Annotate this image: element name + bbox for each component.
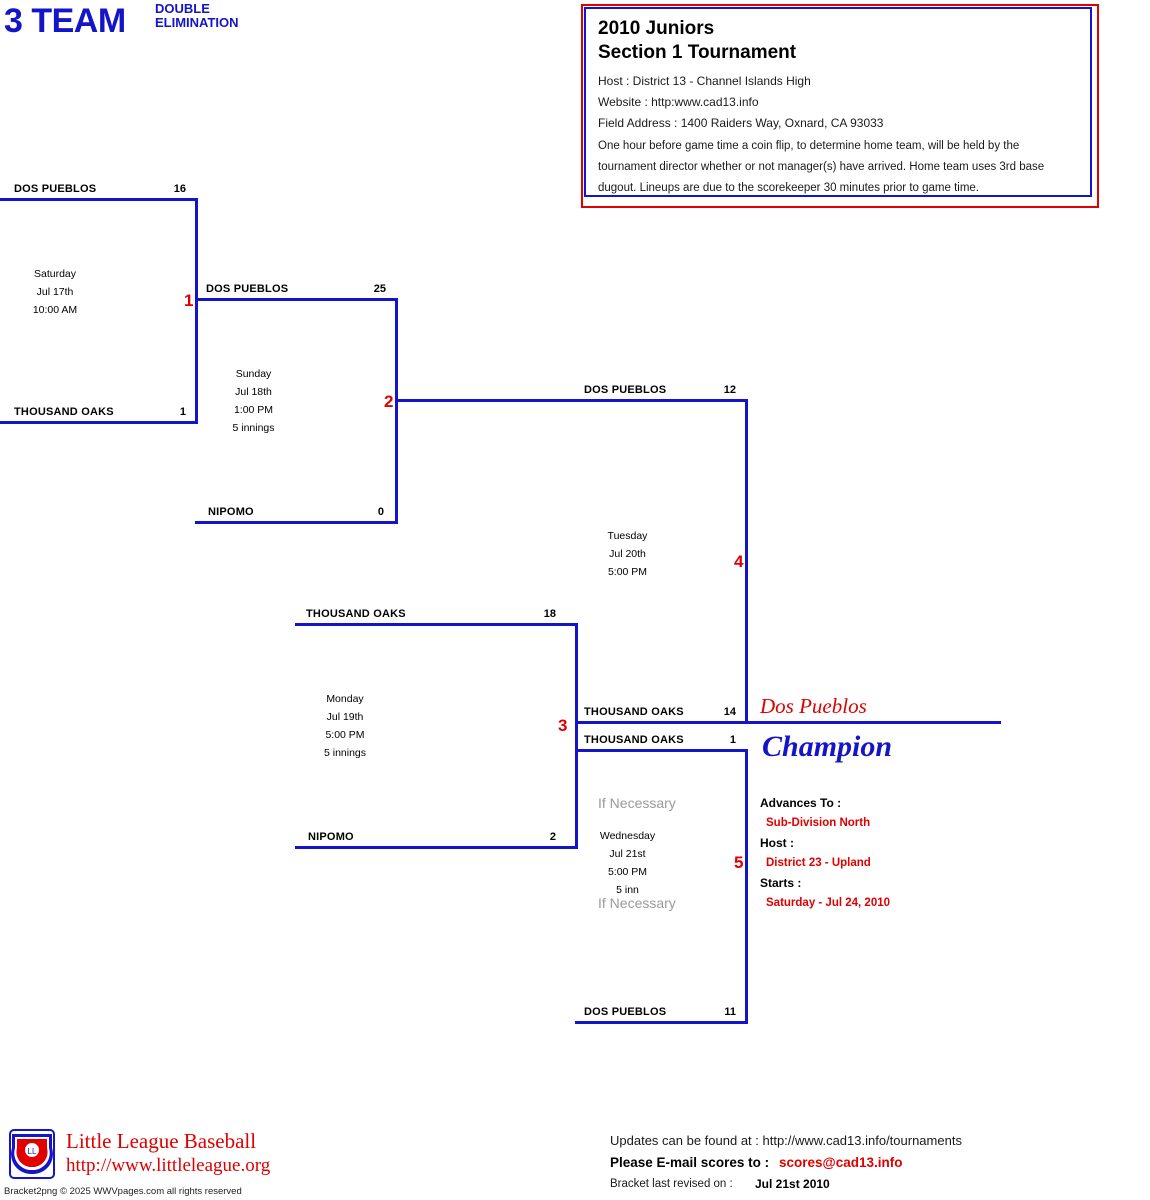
advances-starts-value: Saturday - Jul 24, 2010 xyxy=(766,897,891,909)
game4-day: Tuesday xyxy=(607,530,648,542)
game5-top-line xyxy=(575,749,748,752)
game5-top-team: THOUSAND OAKS xyxy=(584,734,684,746)
champion-team-name: Dos Pueblos xyxy=(760,694,867,718)
game1-bottom-line xyxy=(0,421,198,424)
game2-top-team: DOS PUEBLOS xyxy=(206,283,289,295)
game4-number: 4 xyxy=(734,552,744,571)
game2-bottom-score: 0 xyxy=(377,506,384,518)
elimination-line-1: DOUBLE xyxy=(155,1,210,16)
game3-innings: 5 innings xyxy=(323,747,367,759)
game3-bottom-score: 2 xyxy=(549,831,556,843)
advances-host-value: District 23 - Upland xyxy=(766,857,871,869)
game1-bottom-team: THOUSAND OAKS xyxy=(14,406,114,418)
game3-top-score: 18 xyxy=(543,608,556,620)
game2-time: 1:00 PM xyxy=(233,404,274,416)
game5-schedule xyxy=(580,827,675,899)
game2-bottom-line xyxy=(195,521,398,524)
game5-top-score: 1 xyxy=(729,734,736,746)
email-scores-address[interactable]: scores@cad13.info xyxy=(779,1155,903,1170)
little-league-logo-icon xyxy=(8,1128,56,1180)
game1-number: 1 xyxy=(184,291,194,310)
game4-time: 5:00 PM xyxy=(607,566,648,578)
game3-top-line xyxy=(295,623,578,626)
game4-top-line xyxy=(395,399,748,402)
game3-day: Monday xyxy=(326,693,364,705)
game5-date: Jul 21st xyxy=(609,848,646,860)
game1-day: Saturday xyxy=(33,268,77,280)
svg-text:LL: LL xyxy=(27,1147,37,1156)
tournament-name: Section 1 Tournament xyxy=(598,42,797,63)
game1-bottom-score: 1 xyxy=(179,406,186,418)
game1-schedule xyxy=(0,265,110,319)
tournament-field-address: Field Address : 1400 Raiders Way, Oxnard, CA 93033 xyxy=(598,116,884,130)
game5-innings: 5 inn xyxy=(616,884,639,896)
email-scores-label: Please E-mail scores to : xyxy=(610,1155,770,1170)
tournament-year-division: 2010 Juniors xyxy=(598,18,715,39)
game2-connector xyxy=(395,298,398,524)
little-league-name: Little League Baseball xyxy=(66,1129,257,1153)
game3-top-team: THOUSAND OAKS xyxy=(306,608,406,620)
game3-date: Jul 19th xyxy=(326,711,364,723)
game5-day: Wednesday xyxy=(599,830,656,842)
game1-time: 10:00 AM xyxy=(32,304,78,316)
game2-bottom-team: NIPOMO xyxy=(208,506,254,518)
tournament-website: Website : http:www.cad13.info xyxy=(598,95,759,109)
game3-number: 3 xyxy=(558,716,568,735)
advances-to-value: Sub-Division North xyxy=(766,817,871,829)
copyright-text: Bracket2png © 2025 WWVpages.com all rights reserved xyxy=(4,1186,242,1197)
game4-date: Jul 20th xyxy=(609,548,646,560)
game4-connector xyxy=(745,399,748,724)
game4-top-team: DOS PUEBLOS xyxy=(584,384,667,396)
game1-date: Jul 17th xyxy=(36,286,74,298)
game3-bottom-team: NIPOMO xyxy=(308,831,354,843)
advances-starts-label: Starts : xyxy=(760,876,802,890)
champion-label: Champion xyxy=(762,730,893,763)
game5-time: 5:00 PM xyxy=(607,866,648,878)
game2-date: Jul 18th xyxy=(235,386,272,398)
little-league-url[interactable]: http://www.littleleague.org xyxy=(66,1155,271,1176)
game2-innings: 5 innings xyxy=(232,422,275,434)
advances-to-label: Advances To : xyxy=(760,796,842,810)
game5-if-necessary-below: If Necessary xyxy=(598,895,676,911)
tournament-note: One hour before game time a coin flip, to determine home team, will be held by the tournament director whether or not manager(s) have arrived. Home team uses 3rd base dugout. Lineups are due to the scorekeeper 30 minutes prior to game time. xyxy=(598,140,1045,194)
tournament-info-box xyxy=(584,7,1092,197)
game1-top-line xyxy=(0,198,198,201)
game1-top-team: DOS PUEBLOS xyxy=(14,183,97,195)
game4-schedule xyxy=(570,527,685,581)
revised-value: Jul 21st 2010 xyxy=(755,1177,830,1191)
game5-bottom-team: DOS PUEBLOS xyxy=(584,1006,667,1018)
tournament-host: Host : District 13 - Channel Islands High xyxy=(598,74,811,88)
champion-line xyxy=(745,721,1001,724)
advances-host-label: Host : xyxy=(760,836,794,850)
revised-label: Bracket last revised on : xyxy=(610,1178,733,1190)
game4-top-score: 12 xyxy=(723,384,736,396)
game5-number: 5 xyxy=(734,853,744,872)
game5-connector xyxy=(745,749,748,1024)
advances-block xyxy=(760,793,1010,913)
game3-time: 5:00 PM xyxy=(325,729,365,741)
game5-bottom-score: 11 xyxy=(724,1006,736,1018)
game5-if-necessary-above: If Necessary xyxy=(598,795,676,811)
game2-top-line xyxy=(195,298,398,301)
game5-bottom-line xyxy=(575,1021,748,1024)
updates-text: Updates can be found at : http://www.cad13.info/tournaments xyxy=(610,1133,962,1148)
game2-day: Sunday xyxy=(235,368,272,380)
game2-number: 2 xyxy=(384,392,394,411)
game1-top-score: 16 xyxy=(173,183,186,195)
game4-bottom-line xyxy=(575,721,748,724)
game4-bottom-score: 14 xyxy=(723,706,736,718)
elimination-line-2: ELIMINATION xyxy=(155,15,239,30)
game4-bottom-team: THOUSAND OAKS xyxy=(584,706,684,718)
elimination-type-label xyxy=(155,2,285,30)
bracket-type-title: 3 TEAM xyxy=(4,2,126,40)
game2-schedule xyxy=(196,365,311,437)
game3-bottom-line xyxy=(295,846,578,849)
game3-connector xyxy=(575,623,578,849)
game3-schedule xyxy=(290,690,400,762)
game2-top-score: 25 xyxy=(373,283,386,295)
